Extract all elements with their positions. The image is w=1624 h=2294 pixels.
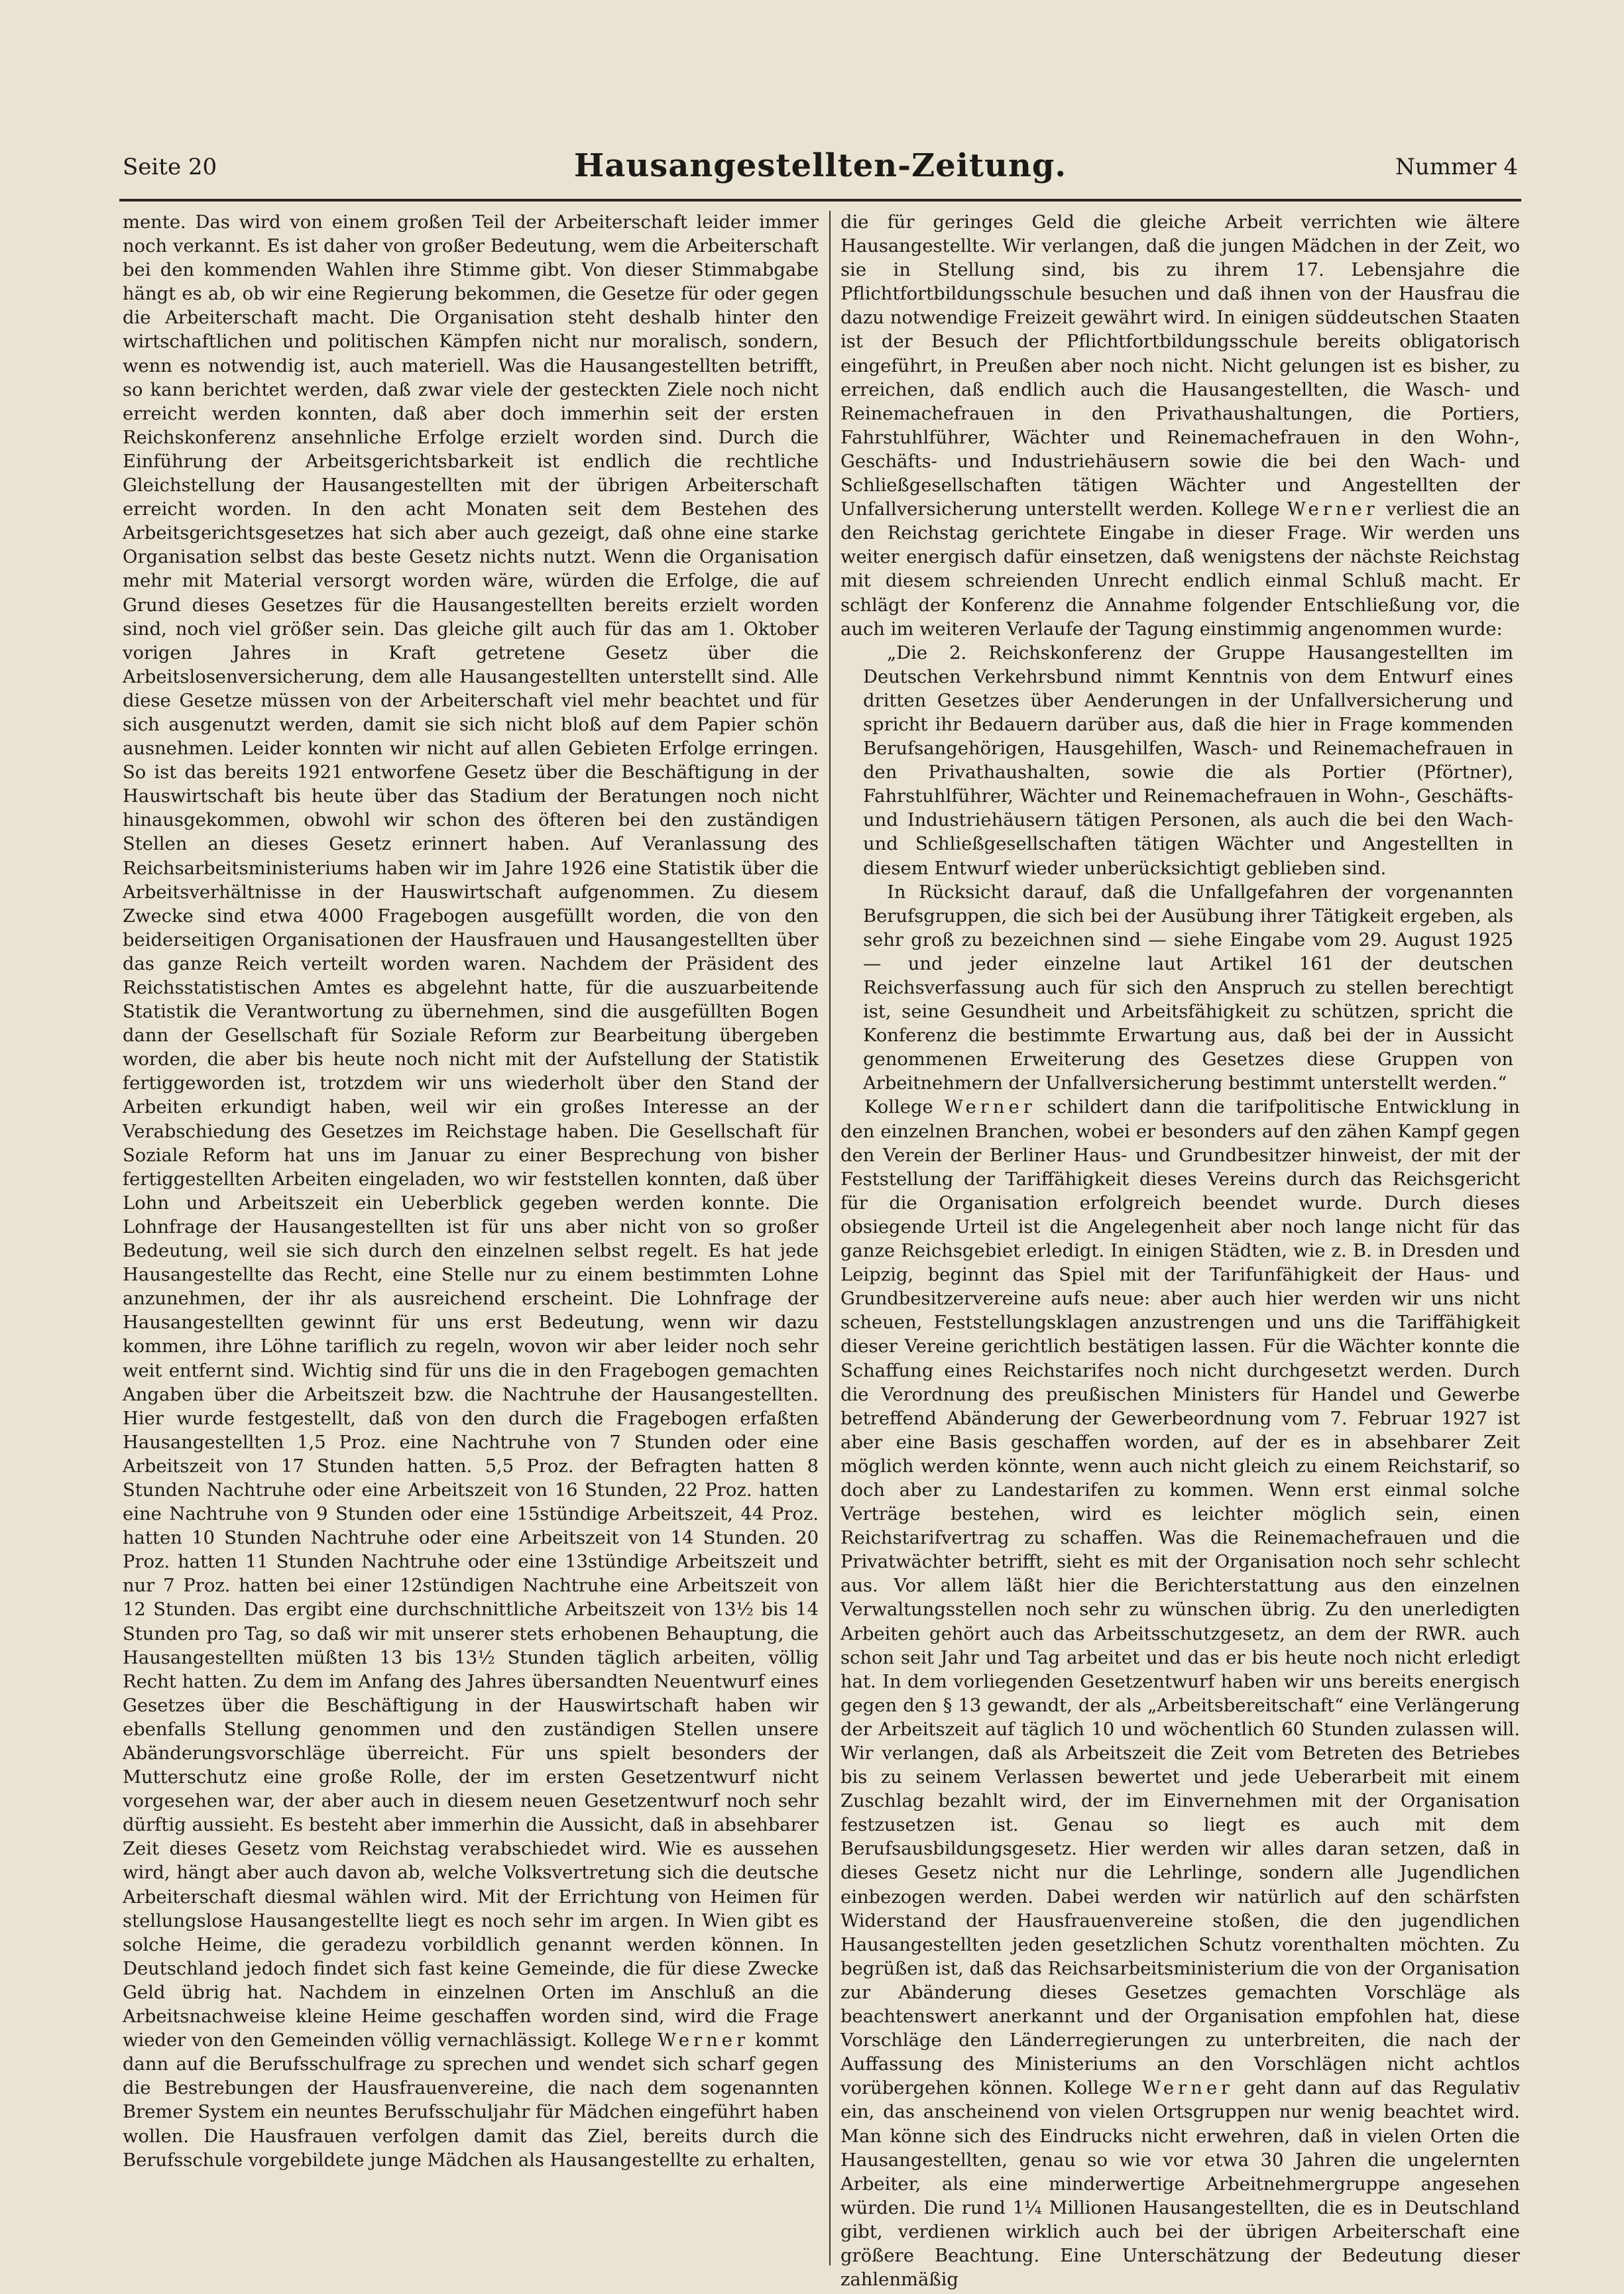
speaker-name: Werner (1287, 499, 1379, 520)
header-rule (119, 199, 1521, 201)
page-number: Seite 20 (123, 154, 217, 180)
speaker-word: Kollege (1063, 2078, 1132, 2099)
resolution-quote-2: In Rücksicht darauf, daß die Unfallgefahren der vorgenannten Berufsgruppen, die sich bei der Ausübung ihrer Tätigkeit ergeben, als sehr groß zu bezeichnen sind — siehe Eingabe vom 29. August 1925 — und jeder einzelne laut Artikel 161 der deutschen Reichsverfassung auch für sich den Anspruch zu stellen berechtigt ist, seine Gesundheit und Arbeitsfähigkeit zu schützen, spricht die Konferenz die bestimmte Erwartung aus, daß bei der in Aussicht genommenen Erweiterung des Gesetzes diese Gruppen von Arbeitnehmern der Unfallversicherung bestimmt unterstellt werden.“ (863, 882, 1513, 1094)
left-paragraph-1-end: kommt dann auf die Berufsschulfrage zu sprechen und wendet sich scharf gegen die Bestrebungen der Hausfrauenvereine, die nach dem sogenannten Bremer System ein neuntes Berufsschuljahr für Mädchen eingeführt haben wollen. Die Hausfrauen verfolgen damit das Ziel, bereits durch die Berufsschule vorgebildete junge Mädchen als Hausangestellte zu erhalten, (123, 2030, 819, 2171)
right-paragraph-1-text: die für geringes Geld die gleiche Arbeit verrichten wie ältere Hausangestellte. Wir verlangen, daß die jungen Mädchen in der Zeit, wo sie in Stellung sind, bis zu ihrem 17. Lebensjahre die Pflichtfortbildungsschule besuchen und daß ihnen von der Hausfrau die dazu notwendige Freizeit gewährt wird. In einigen süddeutschen Staaten ist der Besuch der Pflichtfortbildungsschule bereits obligatorisch eingeführt, in Preußen aber noch nicht. Nicht gelungen ist es bisher, zu erreichen, daß endlich auch die Hausangestellten, die Wasch- und Reinemachefrauen in den Privathaushaltungen, die Portiers, Fahrstuhlführer, Wächter und Reinemachefrauen in den Wohn-, Geschäfts- und Industriehäusern sowie die bei den Wach- und Schließgesellschaften tätigen Wächter und Angestellten der Unfallversicherung unterstellt werden. (841, 212, 1520, 520)
left-paragraph-1 (123, 211, 819, 2173)
resolution-quote-1: „Die 2. Reichskonferenz der Gruppe Hausangestellten im Deutschen Verkehrsbund nimmt Kenntnis von dem Entwurf eines dritten Gesetzes über Aenderungen in der Unfallversicherung und spricht ihr Bedauern darüber aus, daß die hier in Frage kommenden Berufsangehörigen, Hausgehilfen, Wasch- und Reinemachefrauen in den Privathaushalten, sowie die als Portier (Pförtner), Fahrstuhlführer, Wächter und Reinemachefrauen in Wohn-, Geschäfts- und Industriehäusern tätigen Personen, als auch die bei den Wach- und Schließgesellschaften tätigen Wächter und Angestellten in diesem Entwurf wieder unberücksichtigt geblieben sind. (863, 642, 1513, 879)
right-paragraph-2-text: schildert dann die tarifpolitische Entwicklung in den einzelnen Branchen, wobei er besonders auf den zähen Kampf gegen den Verein der Berliner Haus- und Grundbesitzer hinweist, der mit der Feststellung der Tariffähigkeit dieses Vereins durch das Reichsgericht für die Organisation erfolgreich beendet wurde. Durch dieses obsiegende Urteil ist die Angelegenheit aber noch lange nicht für das ganze Reichsgebiet erledigt. In einigen Städten, wie z. B. in Dresden und Leipzig, beginnt das Spiel mit der Tarifunfähigkeit der Haus- und Grundbesitzervereine aufs neue: aber auch hier werden wir uns nicht scheuen, Feststellungsklagen anzustrengen und uns die Tariffähigkeit dieser Vereine gerichtlich bestätigen lassen. Für die Wächter konnte die Schaffung eines Reichstarifes noch nicht durchgesetzt werden. Durch die Verordnung des preußischen Ministers für Handel und Gewerbe betreffend Abänderung der Gewerbeordnung vom 7. Februar 1927 ist aber eine Basis geschaffen worden, auf der es in absehbarer Zeit möglich werden könnte, wenn auch nicht gleich zu einem Reichstarif, so doch aber zu Landestarifen zu kommen. Wenn erst einmal solche Verträge bestehen, wird es leichter möglich sein, einen Reichstarifvertrag zu schaffen. Was die Reinemachefrauen und die Privatwächter betrifft, sieht es mit der Organisation noch sehr schlecht aus. Vor allem läßt hier die Berichterstattung aus den einzelnen Verwaltungsstellen noch sehr zu wünschen übrig. Zu den unerledigten Arbeiten gehört auch das Arbeitsschutzgesetz, an dem der RWR. auch schon seit Jahr und Tag arbeitet und das er bis heute noch nicht erledigt hat. In dem vorliegenden Gesetzentwurf haben wir uns bereits energisch gegen den § 13 gewandt, der als „Arbeitsbereitschaft“ eine Verlängerung der Arbeitszeit auf täglich 10 und wöchentlich 60 Stunden zulassen will. Wir verlangen, daß als Arbeitszeit die Zeit vom Betreten des Betriebes bis zu seinem Verlassen bewertet und jede Ueberarbeit mit einem Zuschlag bezahlt wird, der im Einvernehmen mit der Organisation festzusetzen ist. Genau so liegt es auch mit dem Berufsausbildungsgesetz. Hier werden wir alles daran setzen, daß in dieses Gesetz nicht nur die Lehrlinge, sondern alle Jugendlichen einbezogen werden. Dabei werden wir natürlich auf den schärfsten Widerstand der Hausfrauenvereine stoßen, die den jugendlichen Hausangestellten jeden gesetzlichen Schutz vorenthalten möchten. Zu begrüßen ist, daß das Reichsarbeitsministerium die von der Organisation zur Abänderung dieses Gesetzes gemachten Vorschläge als beachtenswert anerkannt und der Organisation empfohlen hat, diese Vorschläge den Länderregierungen zu unterbreiten, die nach der Auffassung des Ministeriums an den Vorschlägen nicht achtlos vorübergehen können. (841, 1097, 1520, 2099)
speaker-word: Kollege (864, 1097, 933, 1118)
speaker-name: Werner (944, 1097, 1036, 1118)
left-column (123, 211, 819, 2265)
newspaper-title: Hausangestellten-Zeitung. (573, 147, 1067, 184)
speaker-name: Werner (1141, 2078, 1234, 2099)
column-divider (829, 211, 831, 2265)
right-paragraph-1-end: verliest die an den Reichstag gerichtete Eingabe in dieser Frage. Wir werden uns weiter energisch dafür einsetzen, daß wenigstens der nächste Reichstag mit diesem schreienden Unrecht endlich einmal Schluß macht. Er schlägt der Konferenz die Annahme folgender Entschließung vor, die auch im weiteren Verlaufe der Tagung einstimmig angenommen wurde: (841, 499, 1520, 640)
right-paragraph-1 (841, 211, 1520, 642)
right-paragraph-2 (841, 1096, 1520, 2292)
issue-number: Nummer 4 (1395, 154, 1518, 180)
page-header (123, 147, 1518, 187)
speaker-name: Werner (657, 2030, 750, 2051)
speaker-word: Kollege (583, 2030, 652, 2051)
right-column (841, 211, 1520, 2291)
speaker-word: Kollege (1210, 499, 1280, 520)
right-paragraph-2-end: geht dann auf das Regulativ ein, das anscheinend von vielen Ortsgruppen nur wenig beachtet wird. Man könne sich des Eindrucks nicht erwehren, daß in vielen Orten die Hausangestellten, genau so wie vor etwa 30 Jahren die ungelernten Arbeiter, als eine minderwertige Arbeitnehmergruppe angesehen würden. Die rund 1¼ Millionen Hausangestellten, die es in Deutschland gibt, verdienen wirklich auch bei der übrigen Arbeiterschaft eine größere Beachtung. Eine Unterschätzung der Bedeutung dieser zahlenmäßig (841, 2078, 1520, 2291)
left-paragraph-1-text: mente. Das wird von einem großen Teil der Arbeiterschaft leider immer noch verkannt. Es ist daher von großer Bedeutung, wem die Arbeiterschaft bei den kommenden Wahlen ihre Stimme gibt. Von dieser Stimmabgabe hängt es ab, ob wir eine Regierung bekommen, die Gesetze für oder gegen die Arbeiterschaft macht. Die Organisation steht deshalb hinter den wirtschaftlichen und politischen Kämpfen nicht nur moralisch, sondern, wenn es notwendig ist, auch materiell. Was die Hausangestellten betrifft, so kann berichtet werden, daß zwar viele der gesteckten Ziele noch nicht erreicht werden konnten, daß aber doch immerhin seit der ersten Reichskonferenz ansehnliche Erfolge erzielt worden sind. Durch die Einführung der Arbeitsgerichtsbarkeit ist endlich die rechtliche Gleichstellung der Hausangestellten mit der übrigen Arbeiterschaft erreicht worden. In den acht Monaten seit dem Bestehen des Arbeitsgerichtsgesetzes hat sich aber auch gezeigt, daß ohne eine starke Organisation selbst das beste Gesetz nichts nutzt. Wenn die Organisation mehr mit Material versorgt worden wäre, würden die Erfolge, die auf Grund dieses Gesetzes für die Hausangestellten bereits erzielt worden sind, noch viel größer sein. Das gleiche gilt auch für das am 1. Oktober vorigen Jahres in Kraft getretene Gesetz über die Arbeitslosenversicherung, dem alle Hausangestellten unterstellt sind. Alle diese Gesetze müssen von der Arbeiterschaft viel mehr beachtet und für sich ausgenutzt werden, damit sie sich nicht bloß auf dem Papier schön ausnehmen. Leider konnten wir nicht auf allen Gebieten Erfolge erringen. So ist das bereits 1921 entworfene Gesetz über die Beschäftigung in der Hauswirtschaft bis heute über das Stadium der Beratungen noch nicht hinausgekommen, obwohl wir schon des öfteren bei den zuständigen Stellen an dieses Gesetz erinnert haben. Auf Veranlassung des Reichsarbeitsministeriums haben wir im Jahre 1926 eine Statistik über die Arbeitsverhältnisse in der Hauswirtschaft aufgenommen. Zu diesem Zwecke sind etwa 4000 Fragebogen ausgefüllt worden, die von den beiderseitigen Organisationen der Hausfrauen und Hausangestellten über das ganze Reich verteilt worden waren. Nachdem der Präsident des Reichsstatistischen Amtes es abgelehnt hatte, für die auszuarbeitende Statistik die Verantwortung zu übernehmen, sind die ausgefüllten Bogen dann der Gesellschaft für Soziale Reform zur Bearbeitung übergeben worden, die aber bis heute noch nicht mit der Aufstellung der Statistik fertiggeworden ist, trotzdem wir uns wiederholt über den Stand der Arbeiten erkundigt haben, weil wir ein großes Interesse an der Verabschiedung des Gesetzes im Reichstage haben. Die Gesellschaft für Soziale Reform hat uns im Januar zu einer Besprechung von bisher fertiggestellten Arbeiten eingeladen, wo wir feststellen konnten, daß über Lohn und Arbeitszeit ein Ueberblick gegeben werden konnte. Die Lohnfrage der Hausangestellten ist für uns aber nicht von so großer Bedeutung, weil sie sich durch den einzelnen selbst regelt. Es hat jede Hausangestellte das Recht, eine Stelle nur zu einem bestimmten Lohne anzunehmen, der ihr als ausreichend erscheint. Die Lohnfrage der Hausangestellten gewinnt für uns erst Bedeutung, wenn wir dazu kommen, ihre Löhne tariflich zu regeln, wovon wir aber leider noch sehr weit entfernt sind. Wichtig sind für uns die in den Fragebogen gemachten Angaben über die Arbeitszeit bzw. die Nachtruhe der Hausangestellten. Hier wurde festgestellt, daß von den durch die Fragebogen erfaßten Hausangestellten 1,5 Proz. eine Nachtruhe von 7 Stunden oder eine Arbeitszeit von 17 Stunden hatten. 5,5 Proz. der Befragten hatten 8 Stunden Nachtruhe oder eine Arbeitszeit von 16 Stunden, 22 Proz. hatten eine Nachtruhe von 9 Stunden oder eine 15stündige Arbeitszeit, 44 Proz. hatten 10 Stunden Nachtruhe oder eine Arbeitszeit von 14 Stunden. 20 Proz. hatten 11 Stunden Nachtruhe oder eine 13stündige Arbeitszeit und nur 7 Proz. hatten bei einer 12stündigen Nachtruhe eine Arbeitszeit von 12 Stunden. Das ergibt eine durchschnittliche Arbeitszeit von 13½ bis 14 Stunden pro Tag, so daß wir mit unserer stets erhobenen Behauptung, die Hausangestellten müßten 13 bis 13½ Stunden täglich arbeiten, völlig Recht hatten. Zu dem im Anfang des Jahres übersandten Neuentwurf eines Gesetzes über die Beschäftigung in der Hauswirtschaft haben wir ebenfalls Stellung genommen und den zuständigen Stellen unsere Abänderungsvorschläge überreicht. Für uns spielt besonders der Mutterschutz eine große Rolle, der im ersten Gesetzentwurf nicht vorgesehen war, der aber auch in diesem neuen Gesetzentwurf noch sehr dürftig aussieht. Es besteht aber immerhin die Aussicht, daß in absehbarer Zeit dieses Gesetz vom Reichstag verabschiedet wird. Wie es aussehen wird, hängt aber auch davon ab, welche Volksvertretung sich die deutsche Arbeiterschaft diesmal wählen wird. Mit der Errichtung von Heimen für stellungslose Hausangestellte liegt es noch sehr im argen. In Wien gibt es solche Heime, die geradezu vorbildlich genannt werden können. In Deutschland jedoch findet sich fast keine Gemeinde, die für diese Zwecke Geld übrig hat. Nachdem in einzelnen Orten im Anschluß an die Arbeitsnachweise kleine Heime geschaffen worden sind, wird die Frage wieder von den Gemeinden völlig vernachlässigt. (123, 212, 819, 2051)
